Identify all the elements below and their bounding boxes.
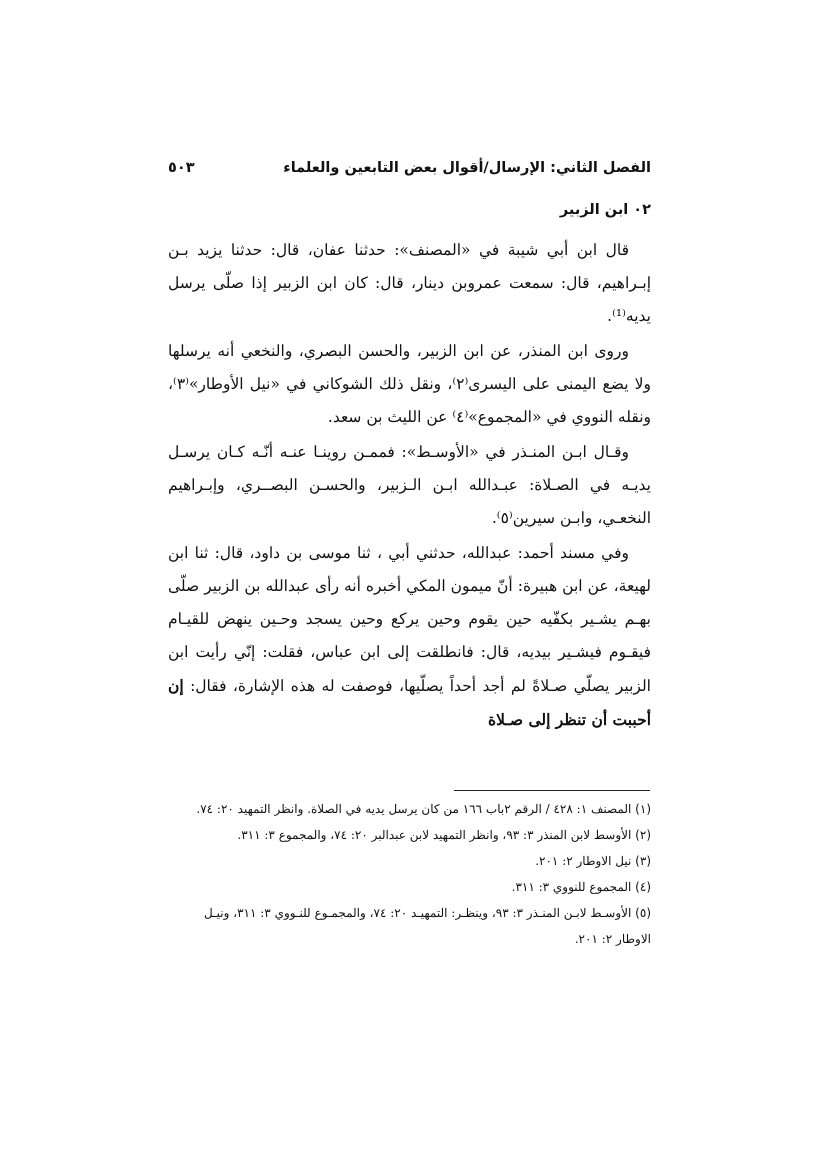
paragraph-2: وروى ابن المنذر، عن ابن الزبير، والحسن البصري، والنخعي أنه يرسلها ولا يضع اليمنى على اليسرى⁽٢⁾، ونقل ذلك الشوكاني في «نيل الأوطار»⁽٣⁾، ونقله النووي في «المجموع»⁽٤⁾ عن الليث بن سعد. [168,342,651,426]
footnote-1 [168,796,651,822]
footnotes [168,796,651,952]
footnote-text: المصنف ١: ٤٢٨ / الرقم ٢باب ١٦٦ من كان يرسل يديه في الصلاة. وانظر التمهيد ٢٠: ٧٤. [196,802,632,816]
paragraph-3: وقـال ابـن المنـذر في «الأوسـط»: فممـن روينـا عنـه أنّـه كـان يرسـل يديـه في الصـلاة: عبـدالله ابـن الـزبير، والحسـن البصــري، وإبـراهيم النخعـي، وابـن سيرين⁽٥⁾. [168,443,651,527]
footnote-4 [168,874,651,900]
footnote-number: (٥) [635,906,651,920]
footnote-2 [168,822,651,848]
body-text [168,234,651,737]
running-header [168,150,651,186]
chapter-title: الفصل الثاني: الإرسال/أقوال بعض التابعين والعلماء [283,160,651,176]
footnote-number: (٤) [635,880,651,894]
footnote-3 [168,848,651,874]
footnote-text: الأوسـط لابـن المنـذر ٣: ٩٣، وينظـر: التمهيـد ٢٠: ٧٤، والمجمـوع للنـووي ٣: ٣١١، ونيـل الاوطار ٢: ٢٠١. [204,906,651,946]
footnote-text: نيل الاوطار ٢: ٢٠١. [535,854,632,868]
footnote-number: (٢) [635,828,651,842]
footnote-number: (٣) [635,854,651,868]
footnote-text: الأوسط لابن المنذر ٣: ٩٣، وانظر التمهيد لابن عبدالبر ٢٠: ٧٤، والمجموع ٣: ٣١١. [237,828,632,842]
paragraph-4-bold-quote: إن أحببت أن تنظر إلى صـلاة [168,676,651,729]
page-content [168,150,651,737]
footnote-number: (١) [635,802,651,816]
footnote-text: المجموع للنووي ٣: ٣١١. [511,880,632,894]
footnote-5 [168,900,651,952]
page-number: ٥٠٣ [168,160,195,176]
paragraph-1: قال ابن أبي شيبة في «المصنف»: حدثنا عفان، قال: حدثنا يزيد بـن إبـراهيم، قال: سمعت عمروبن دينار، قال: كان ابن الزبير إذا صلّى يرسل يديه⁽¹⁾. [168,241,651,325]
section-heading: ٠٢ ابن الزبير [559,202,651,218]
footnote-divider [454,790,650,791]
paragraph-4-text: وفي مسند أحمد: عبدالله، حدثني أبي ، ثنا موسى بن داود، قال: ثنا ابن لهيعة، عن ابن هبيرة: أنّ ميمون المكي أخبره أنه رأى عبدالله بن الزبير صلّى بهـم يشـير بكفّيه حين يقوم وحين يركع وحين يسجد وحـين ينهض للقيـام فيقـوم فيشـير بيديه، قال: فانطلقت إلى ابن عباس، فقلت: إنّي رأيت ابن الزبير يصلّي صـلاةً لم أجد أحداً يصلّيها، فوصفت له هذه الإشارة، فقال: [168,544,651,695]
paragraph-4 [168,537,651,737]
